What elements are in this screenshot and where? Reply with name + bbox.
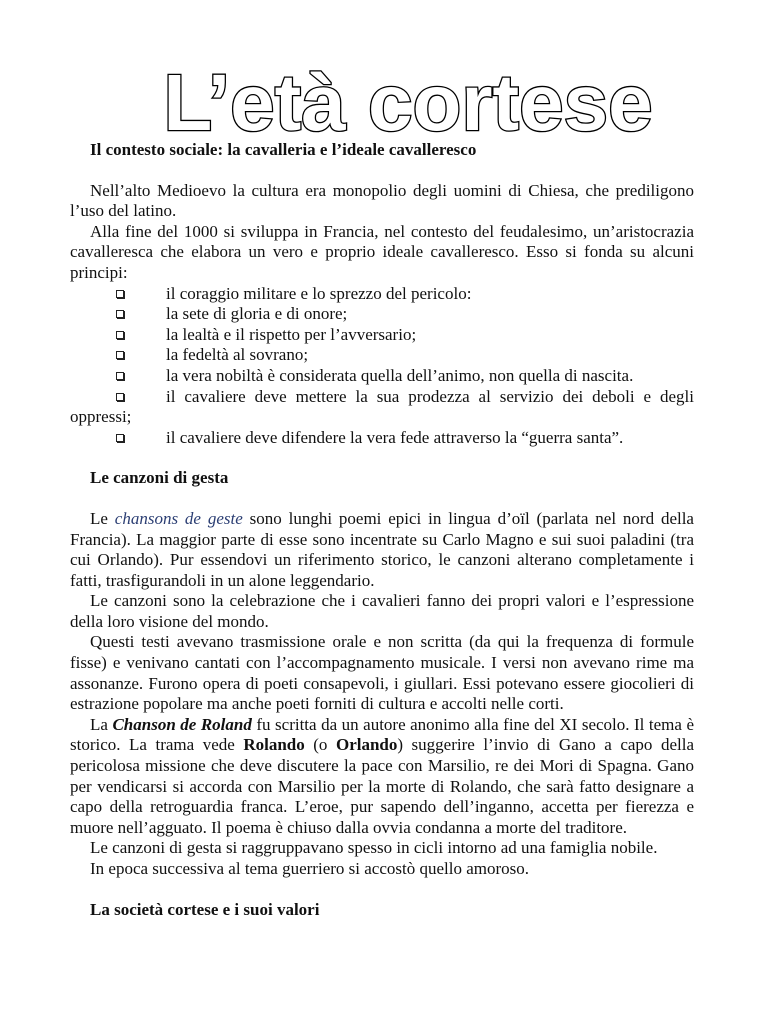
square-bullet-icon xyxy=(116,393,124,401)
square-bullet-icon xyxy=(116,331,124,339)
paragraph-cicli: Le canzoni di gesta si raggruppavano spesso in cicli intorno ad una famiglia nobile. xyxy=(90,838,658,858)
document-body xyxy=(70,140,694,920)
list-item: il cavaliere deve difendere la vera fede attraverso la “guerra santa”. xyxy=(70,428,694,449)
principles-list xyxy=(70,284,694,449)
title-wordart xyxy=(0,52,768,152)
title-text: L’età cortese xyxy=(163,58,653,147)
chanson-de-roland-title: Chanson de Roland xyxy=(112,714,252,734)
square-bullet-icon xyxy=(116,310,124,318)
list-item: la fedeltà al sovrano; xyxy=(70,345,694,366)
square-bullet-icon xyxy=(116,434,124,442)
square-bullet-icon xyxy=(116,372,124,380)
square-bullet-icon xyxy=(116,351,124,359)
paragraph-celebrazione: Le canzoni sono la celebrazione che i cavalieri fanno dei propri valori e l’espressione della loro visione del mondo. xyxy=(70,591,694,631)
rolando-name: Rolando xyxy=(243,735,305,755)
list-item: la vera nobiltà è considerata quella dell’animo, non quella di nascita. xyxy=(70,366,694,387)
section-heading-contesto-sociale: Il contesto sociale: la cavalleria e l’ideale cavalleresco xyxy=(90,140,477,159)
paragraph-trasmissione: Questi testi avevano trasmissione orale e non scritta (da qui la frequenza di formule fisse) e venivano cantati con l’accompagnamento musicale. I versi non avevano rime ma assonanze. Furono opera di poeti consapevoli, i giullari. Essi potevano essere giocolieri di estrazione popolare ma anche poeti forniti di cultura e accolti nelle corti. xyxy=(70,632,694,714)
document-title xyxy=(0,52,768,152)
list-item: il coraggio militare e lo sprezzo del pericolo: xyxy=(70,284,694,305)
list-item: la lealtà e il rispetto per l’avversario; xyxy=(70,325,694,346)
square-bullet-icon xyxy=(116,290,124,298)
paragraph-medioevo: Nell’alto Medioevo la cultura era monopolio degli uomini di Chiesa, che prediligono l’uso del latino. xyxy=(70,180,694,221)
section-heading-canzoni-di-gesta: Le canzoni di gesta xyxy=(90,468,229,488)
section-heading-societa-cortese: La società cortese e i suoi valori xyxy=(90,899,320,919)
paragraph-roland: La Chanson de Roland fu scritta da un autore anonimo alla fine del XI secolo. Il tema è storico. La trama vede Rolando (o Orlando) suggerire l’invio di Gano a capo della pericolosa missione che deve discutere la pace con Marsilio, re dei Mori di Spagna. Gano per vendicarsi si accorda con Marsilio per la morte di Rolando, che sarà fatto designare a capo della retroguardia franca. L’eroe, pur sapendo dell’inganno, accetta per fierezza e muore nell’agguato. Il poema è chiuso dalla ovvia condanna a morte del traditore. xyxy=(70,714,695,837)
orlando-name: Orlando xyxy=(335,735,398,755)
list-item: la sete di gloria e di onore; xyxy=(70,304,694,325)
paragraph-chansons: Le chansons de geste sono lunghi poemi epici in lingua d’oïl (parlata nel nord della Francia). La maggior parte di esse sono incentrate su Carlo Magno e sui suoi paladini (tra cui Orlando). Pur essendovi un riferimento storico, le canzoni alterano completamente i fatti, trasfigurandoli in un alone leggendario. xyxy=(70,508,694,590)
paragraph-amoroso: In epoca successiva al tema guerriero si accostò quello amoroso. xyxy=(90,859,530,878)
paragraph-aristocrazia: Alla fine del 1000 si sviluppa in Francia, nel contesto del feudalesimo, un’aristocrazia cavalleresca che elabora un vero e proprio ideale cavalleresco. Esso si fonda su alcuni principi: xyxy=(70,221,694,282)
chansons-de-geste-term: chansons de geste xyxy=(114,508,243,528)
list-item: il cavaliere deve mettere la sua prodezza al servizio dei deboli e degli oppressi; xyxy=(70,386,694,427)
